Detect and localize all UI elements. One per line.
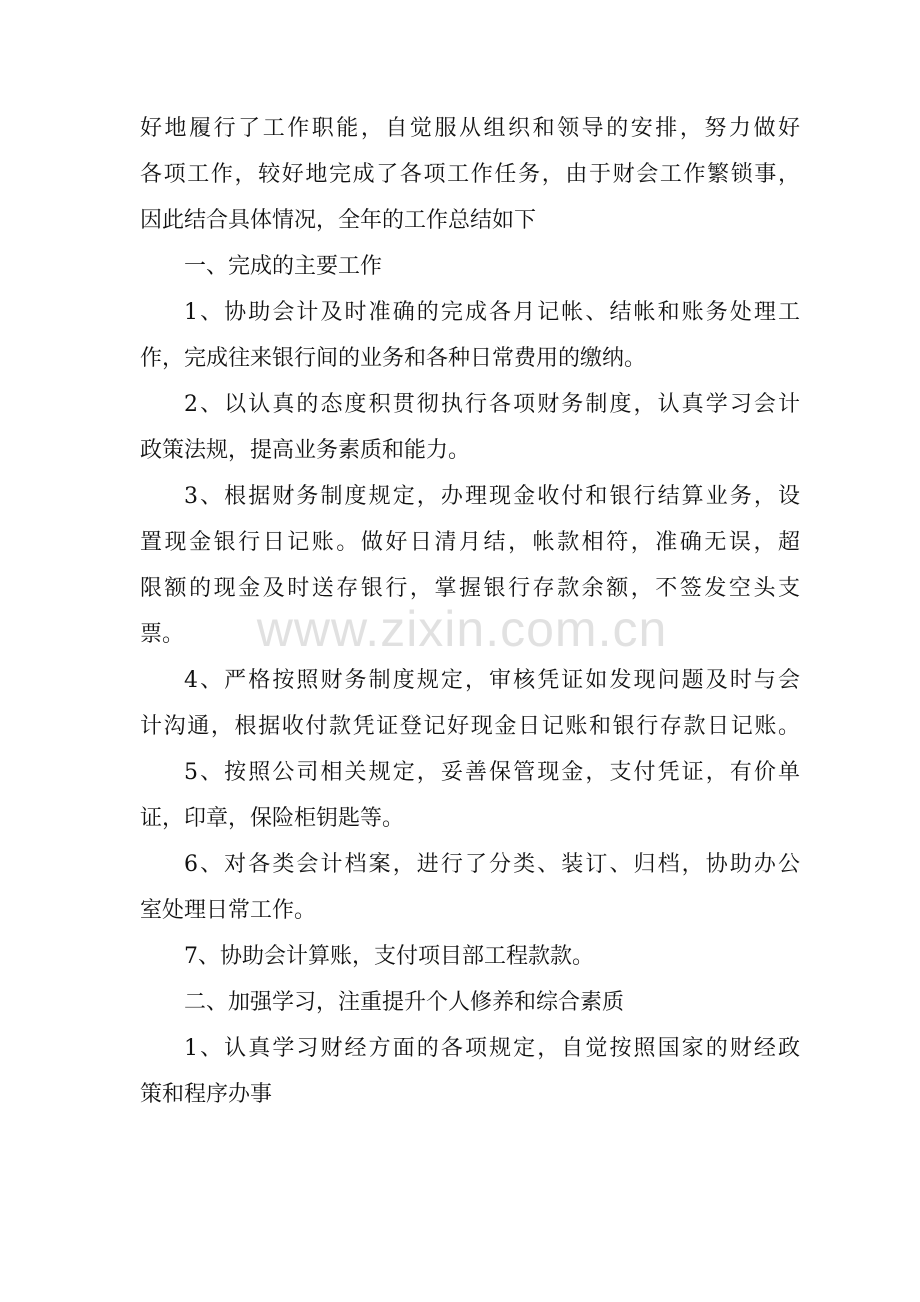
text-line: 因此结合具体情况，全年的工作总结如下 (140, 208, 537, 233)
list-item-line: 政策法规，提高业务素质和能力。 (140, 438, 471, 463)
section-heading: 二、加强学习，注重提升个人修养和综合素质 (184, 990, 625, 1015)
document-body (140, 106, 800, 1118)
list-item-line: 室处理日常工作。 (140, 898, 317, 923)
list-item-line: 证，印章，保险柜钥匙等。 (140, 806, 405, 831)
list-item-line: 计沟通，根据收付款凭证登记好现金日记账和银行存款日记账。 (140, 714, 800, 739)
list-item-line: 限额的现金及时送存银行，掌握银行存款余额，不签发空头支 (140, 576, 800, 601)
list-item-line: 3、根据财务制度规定，办理现金收付和银行结算业务，设 (184, 484, 800, 509)
watermark-text: www.zixin.com.cn (256, 601, 668, 657)
list-item-line: 7、协助会计算账，支付项目部工程款款。 (184, 944, 594, 969)
list-item-line: 5、按照公司相关规定，妥善保管现金，支付凭证，有价单 (184, 760, 800, 785)
list-item-line: 2、以认真的态度积贯彻执行各项财务制度，认真学习会计 (184, 392, 800, 417)
section-heading: 一、完成的主要工作 (184, 254, 383, 279)
list-item-line: 置现金银行日记账。做好日清月结，帐款相符，准确无误，超 (140, 530, 800, 555)
text-line: 各项工作，较好地完成了各项工作任务，由于财会工作繁锁事， (140, 162, 800, 187)
list-item-line: 4、严格按照财务制度规定，审核凭证如发现问题及时与会 (184, 668, 800, 693)
list-item-line: 6、对各类会计档案，进行了分类、装订、归档，协助办公 (184, 852, 800, 877)
list-item-line: 1、认真学习财经方面的各项规定，自觉按照国家的财经政 (184, 1036, 800, 1061)
list-item-line: 策和程序办事 (140, 1082, 273, 1107)
text-line: 好地履行了工作职能，自觉服从组织和领导的安排，努力做好 (140, 116, 800, 141)
list-item-line: 作，完成往来银行间的业务和各种日常费用的缴纳。 (140, 346, 647, 371)
list-item-line: 1、协助会计及时准确的完成各月记帐、结帐和账务处理工 (184, 300, 800, 325)
list-item-line: 票。 (140, 622, 185, 647)
